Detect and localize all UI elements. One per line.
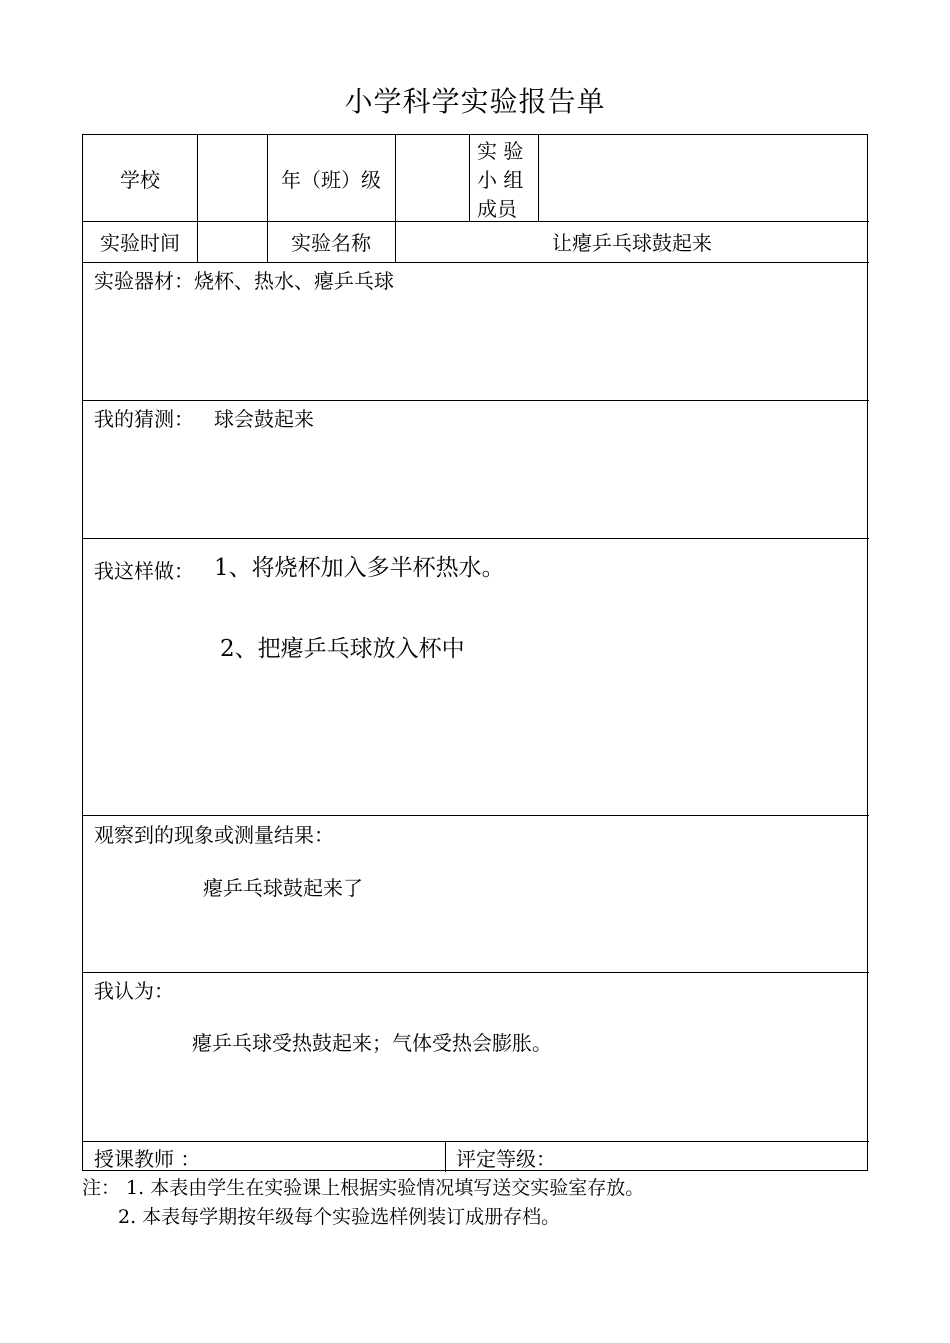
procedure-step-2[interactable]: 2、把瘪乒乓球放入杯中 <box>220 636 465 662</box>
procedure-step-1[interactable]: 1、将烧杯加入多半杯热水。 <box>214 555 505 581</box>
group-members-field[interactable] <box>538 135 869 221</box>
notes <box>82 1174 644 1232</box>
page-title: 小学科学实验报告单 <box>344 85 606 118</box>
experiment-time-label: 实验时间 <box>100 231 180 255</box>
group-members-label-line: 成员 <box>477 197 517 221</box>
conclusion-content[interactable]: 瘪乒乓球受热鼓起来；气体受热会膨胀。 <box>192 1031 552 1055</box>
materials-label: 实验器材： <box>94 269 194 293</box>
row-divider-observation <box>83 815 869 816</box>
observation-label: 观察到的现象或测量结果： <box>94 823 334 847</box>
grade-field[interactable] <box>395 135 469 221</box>
conclusion-label: 我认为： <box>94 979 174 1003</box>
row-divider-materials <box>83 262 869 263</box>
group-members-label-line: 实 验 <box>477 139 524 163</box>
experiment-time-field[interactable] <box>197 221 267 262</box>
group-members-label-line: 小 组 <box>477 168 524 192</box>
observation-content[interactable]: 瘪乒乓球鼓起来了 <box>203 876 363 900</box>
row-divider-conclusion <box>83 972 869 973</box>
guess-label: 我的猜测： <box>94 407 194 431</box>
evaluation-grade-label: 评定等级： <box>456 1147 556 1171</box>
report-form <box>82 134 868 1171</box>
experiment-name-value[interactable]: 让瘪乒乓球鼓起来 <box>552 231 712 255</box>
teacher-label: 授课教师 ： <box>94 1147 201 1171</box>
row-divider-footer <box>83 1141 869 1142</box>
materials-content[interactable]: 烧杯、热水、瘪乒乓球 <box>194 269 394 293</box>
col-divider-footer <box>445 1141 446 1172</box>
row-divider-procedure <box>83 538 869 539</box>
experiment-name-label: 实验名称 <box>291 231 371 255</box>
group-members-label <box>469 135 538 221</box>
guess-content[interactable]: 球会鼓起来 <box>214 407 314 431</box>
note-line-2: 2. 本表每学期按年级每个实验选样例装订成册存档。 <box>118 1206 561 1228</box>
procedure-label: 我这样做： <box>94 559 194 583</box>
school-field[interactable] <box>197 135 267 221</box>
note-line-1: 注： 1. 本表由学生在实验课上根据实验情况填写送交实验室存放。 <box>82 1177 645 1199</box>
grade-label: 年（班）级 <box>281 167 381 192</box>
school-label: 学校 <box>120 167 160 192</box>
materials-row <box>94 265 394 294</box>
row-divider-guess <box>83 400 869 401</box>
